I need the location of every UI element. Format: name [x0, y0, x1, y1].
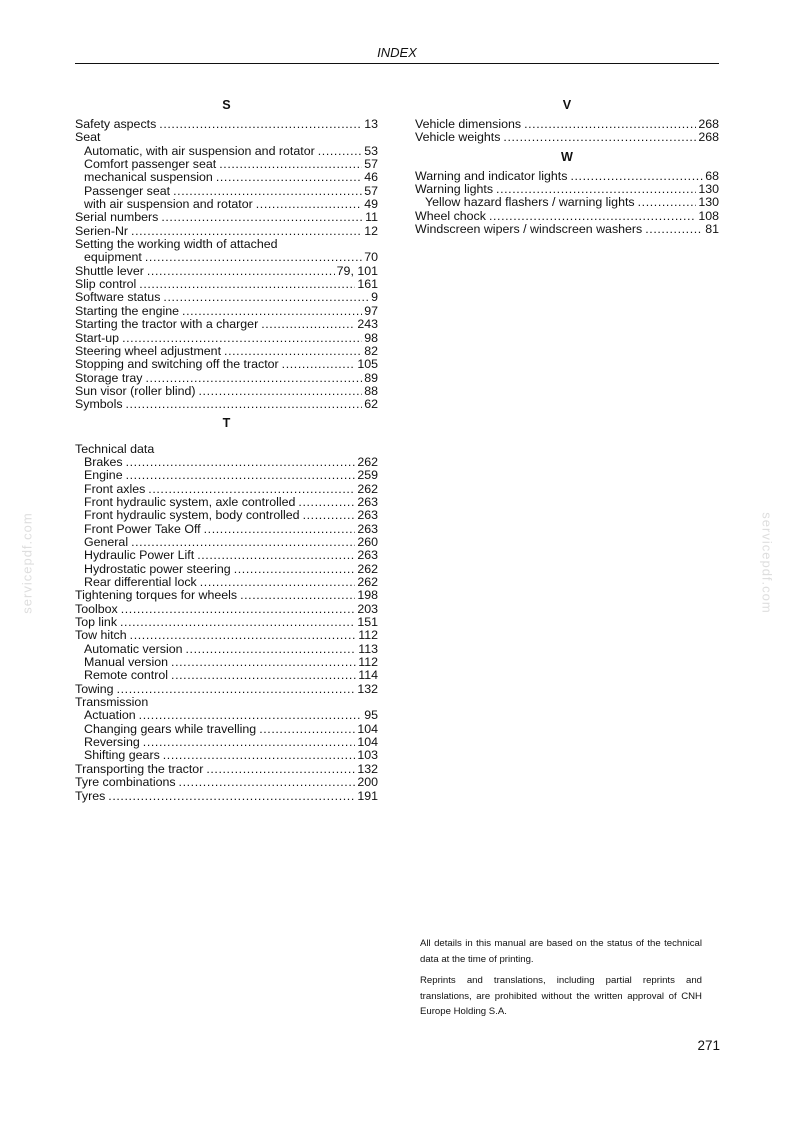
index-subentry: Comfort passenger seat ..... 57 [75, 158, 378, 171]
page-ref: 68 [705, 168, 719, 183]
page-header-title: INDEX [377, 45, 417, 60]
page-ref: 263 [357, 508, 378, 523]
index-entry: Tyres ..... 191 [75, 790, 378, 803]
page-ref: 191 [357, 788, 378, 803]
page-ref: 89 [364, 370, 378, 385]
index-group-heading: Technical data [75, 441, 155, 456]
index-subentry: General ..... 260 [75, 536, 378, 549]
page-ref: 114 [358, 668, 378, 683]
index-group-heading: Seat [75, 130, 101, 145]
index-entry-continuation: equipment ..... 70 [75, 251, 378, 264]
page-ref: 130 [698, 182, 719, 197]
index-subentry: Automatic, with air suspension and rotator ..... 53 [75, 145, 378, 158]
page-ref: 9 [371, 290, 378, 305]
index-subentry: Passenger seat ..... 57 [75, 185, 378, 198]
index-subentry: Front hydraulic system, body controlled ..... 263 [75, 509, 378, 522]
page-ref: 62 [364, 397, 378, 412]
index-subentry: Actuation ..... 95 [75, 709, 378, 722]
index-subentry: Reversing ..... 104 [75, 736, 378, 749]
page-ref: 262 [357, 481, 378, 496]
index-entry: Toolbox ..... 203 [75, 603, 378, 616]
page-ref: 130 [698, 195, 719, 210]
page-ref: 104 [357, 735, 378, 750]
page-ref: 12 [364, 223, 378, 238]
section-letter-t: T [222, 415, 231, 430]
page-ref: 79, 101 [336, 263, 378, 278]
page-ref: 97 [364, 303, 378, 318]
note-paragraph-reprints: Reprints and translations, including partial reprints and translations, are prohibited without the written approval of CNH Europe Holding S.A. [420, 975, 702, 1017]
index-entry: Towing ..... 132 [75, 683, 378, 696]
section-letter-s: S [222, 98, 231, 112]
page-ref: 263 [357, 494, 378, 509]
section-letter-w: W [561, 149, 573, 164]
page-ref: 132 [357, 681, 378, 696]
page-ref: 200 [357, 775, 378, 790]
index-entry: Tyre combinations ..... 200 [75, 776, 378, 789]
section-letter-v: V [562, 98, 572, 112]
index-subentry: Engine ..... 259 [75, 469, 378, 482]
index-entry: Start-up ..... 98 [75, 332, 378, 345]
index-entry: Stopping and switching off the tractor ..... 105 [75, 358, 378, 371]
page-ref: 260 [357, 534, 378, 549]
page-ref: 13 [364, 117, 378, 131]
page-number: 271 [697, 1038, 720, 1053]
watermark-right: servicepdf.com [759, 512, 775, 614]
page-ref: 88 [364, 383, 378, 398]
page-ref: 132 [357, 761, 378, 776]
index-subentry: Brakes ..... 262 [75, 456, 378, 469]
index-entry: Warning lights ..... 130 [415, 183, 719, 196]
index-subentry: Front Power Take Off ..... 263 [75, 523, 378, 536]
page-ref: 263 [357, 548, 378, 563]
page-ref: 112 [358, 628, 378, 643]
page-ref: 263 [357, 521, 378, 536]
page-ref: 112 [358, 655, 378, 670]
index-entry: Vehicle weights ..... 268 [415, 131, 719, 144]
index-entry: Slip control ..... 161 [75, 278, 378, 291]
index-entry: Shuttle lever ..... 79, 101 [75, 265, 378, 278]
index-entry: Sun visor (roller blind) ..... 88 [75, 385, 378, 398]
index-entry: Top link ..... 151 [75, 616, 378, 629]
page-ref: 262 [357, 575, 378, 589]
page-ref: 151 [357, 615, 378, 630]
page-ref: 46 [364, 170, 378, 185]
page-ref: 262 [357, 454, 378, 469]
index-column-right [415, 98, 719, 236]
page-ref: 161 [357, 277, 378, 292]
watermark-left: servicepdf.com [19, 512, 35, 614]
index-subentry: mechanical suspension ..... 46 [75, 171, 378, 184]
index-subentry: Manual version ..... 112 [75, 656, 378, 669]
index-subentry: Remote control ..... 114 [75, 669, 378, 682]
index-subentry: Rear differential lock ..... 262 [75, 576, 378, 589]
note-paragraph-status: All details in this manual are based on the status of the technical data at the time of printing. [420, 938, 702, 965]
index-entry: Software status ..... 9 [75, 291, 378, 304]
index-subentry: Yellow hazard flashers / warning lights ..... 130 [415, 196, 719, 209]
index-entry: Safety aspects ..... 13 [75, 118, 378, 131]
index-subentry: Front hydraulic system, axle controlled ..... 263 [75, 496, 378, 509]
index-entry: Storage tray ..... 89 [75, 372, 378, 385]
index-entry: Starting the engine ..... 97 [75, 305, 378, 318]
index-entry: Serial numbers ..... 11 [75, 211, 378, 224]
page-ref: 11 [365, 210, 378, 225]
index-entry: Tightening torques for wheels ..... 198 [75, 589, 378, 602]
page-ref: 105 [357, 357, 378, 372]
copyright-note [420, 936, 702, 1026]
page-ref: 70 [364, 250, 378, 265]
index-column-left [75, 98, 378, 803]
index-entry: Warning and indicator lights ..... 68 [415, 170, 719, 183]
index-entry: Windscreen wipers / windscreen washers ..... 81 [415, 223, 719, 236]
page-ref: 103 [357, 748, 378, 763]
index-entry: Symbols ..... 62 [75, 398, 378, 411]
page-ref: 243 [357, 317, 378, 332]
index-entry-wrapped: Setting the working width of attached [75, 237, 278, 252]
index-subentry: Hydrostatic power steering ..... 262 [75, 563, 378, 576]
index-subentry: Front axles ..... 262 [75, 483, 378, 496]
index-entry: Transporting the tractor ..... 132 [75, 763, 378, 776]
index-entry: Serien-Nr ..... 12 [75, 225, 378, 238]
page-ref: 113 [358, 641, 378, 656]
page-ref: 81 [705, 222, 719, 237]
page-ref: 268 [698, 130, 719, 145]
index-entry: Starting the tractor with a charger ..... 243 [75, 318, 378, 331]
index-entry: Wheel chock ..... 108 [415, 210, 719, 223]
page-ref: 82 [364, 343, 378, 358]
page-ref: 203 [357, 601, 378, 616]
index-entry: Steering wheel adjustment ..... 82 [75, 345, 378, 358]
page-ref: 57 [364, 183, 378, 198]
page-ref: 104 [357, 721, 378, 736]
page-ref: 259 [357, 468, 378, 483]
page-ref: 57 [364, 157, 378, 172]
index-entry: Vehicle dimensions ..... 268 [415, 118, 719, 131]
index-subentry: Hydraulic Power Lift ..... 263 [75, 549, 378, 562]
page-ref: 268 [698, 117, 719, 131]
page-ref: 262 [357, 561, 378, 576]
header-divider [75, 63, 719, 64]
index-subentry: Shifting gears ..... 103 [75, 749, 378, 762]
index-subentry: Changing gears while travelling ..... 104 [75, 723, 378, 736]
page-ref: 49 [364, 197, 378, 212]
page-ref: 95 [364, 708, 378, 723]
page-ref: 198 [357, 588, 378, 603]
page-ref: 108 [698, 208, 719, 223]
page-ref: 53 [364, 143, 378, 158]
index-group-heading: Transmission [75, 695, 149, 710]
index-subentry: with air suspension and rotator ..... 49 [75, 198, 378, 211]
index-entry: Tow hitch ..... 112 [75, 629, 378, 642]
page-ref: 98 [364, 330, 378, 345]
index-subentry: Automatic version ..... 113 [75, 643, 378, 656]
